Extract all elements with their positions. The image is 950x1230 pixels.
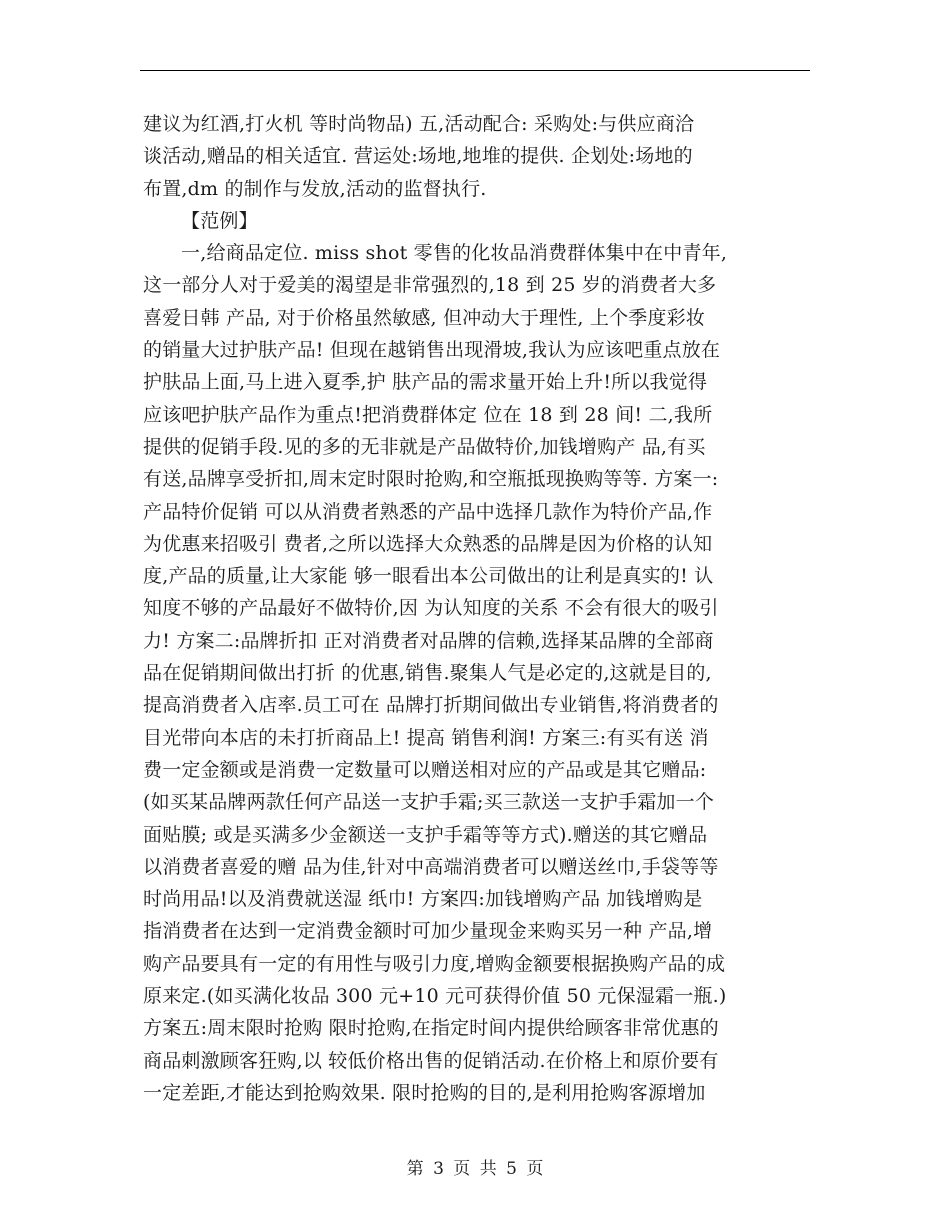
text-line: 度,产品的质量,让大家能 够一眼看出本公司做出的让利是真实的! 认 [143,565,714,588]
text-line: 这一部分人对于爱美的渴望是非常强烈的,18 到 25 岁的消费者大多 [143,274,717,297]
text-line: 提供的促销手段.见的多的无非就是产品做特价,加钱增购产 品,有买 [143,435,706,458]
text-line: 有送,品牌享受折扣,周末定时限时抢购,和空瓶抵现换购等等. 方案一: [143,468,719,491]
text-line: 以消费者喜爱的赠 品为佳,针对中高端消费者可以赠送丝巾,手袋等等 [143,855,719,878]
text-line: 提高消费者入店率.员工可在 品牌打折期间做出专业销售,将消费者的 [143,694,719,717]
text-line: 谈活动,赠品的相关适宜. 营运处:场地,地堆的提供. 企划处:场地的 [143,145,693,168]
text-line: 护肤品上面,马上进入夏季,护 肤产品的需求量开始上升!所以我觉得 [143,371,708,394]
text-line: 应该吧护肤产品作为重点!把消费群体定 位在 18 到 28 间! 二,我所 [143,403,713,426]
document-body [143,108,811,1109]
text-line: 原来定.(如买满化妆品 300 元+10 元可获得价值 50 元保湿霜一瓶.) [143,985,727,1008]
header-rule [140,70,810,71]
text-line: 建议为红酒,打火机 等时尚物品) 五,活动配合: 采购处:与供应商洽 [143,113,695,135]
text-line: 目光带向本店的未打折商品上! 提高 销售利润! 方案三:有买有送 消 [143,726,709,749]
text-line: 方案五:周末限时抢购 限时抢购,在指定时间内提供给顾客非常优惠的 [143,1017,719,1040]
text-line: 喜爱日韩 产品, 对于价格虽然敏感, 但冲动大于理性, 上个季度彩妆 [143,306,706,329]
text-line: 知度不够的产品最好不做特价,因 为认知度的关系 不会有很大的吸引 [143,597,719,620]
text-line: 为优惠来招吸引 费者,之所以选择大众熟悉的品牌是因为价格的认知 [143,532,713,555]
paragraph-start-line: 一,给商品定位. miss shot 零售的化妆品消费群体集中在中青年, [181,242,728,265]
page-number-footer: 第 3 页 共 5 页 [406,1159,544,1179]
text-line: 指消费者在达到一定消费金额时可加少量现金来购买另一种 产品,增 [143,920,713,943]
text-line: 时尚用品!以及消费就送湿 纸巾! 方案四:加钱增购产品 加钱增购是 [143,888,703,911]
text-line: 力! 方案二:品牌折扣 正对消费者对品牌的信赖,选择某品牌的全部商 [143,629,714,652]
text-line: 品在促销期间做出打折 的优惠,销售.聚集人气是必定的,这就是目的, [143,662,712,685]
text-line: 面贴膜; 或是买满多少金额送一支护手霜等等方式).赠送的其它赠品 [143,823,708,846]
text-line: 产品特价促销 可以从消费者熟悉的产品中选择几款作为特价产品,作 [143,500,713,523]
text-line: 费一定金额或是消费一定数量可以赠送相对应的产品或是其它赠品: [143,758,707,781]
section-heading: 【范例】 [181,209,258,232]
text-line: 购产品要具有一定的有用性与吸引力度,增购金额要根据换购产品的成 [143,952,726,975]
text-line: 的销量大过护肤产品! 但现在越销售出现滑坡,我认为应该吧重点放在 [143,339,721,362]
text-line: 布置,dm 的制作与发放,活动的监督执行. [143,177,487,200]
text-line: 一定差距,才能达到抢购效果. 限时抢购的目的,是利用抢购客源增加 [143,1081,706,1104]
text-line: (如买某品牌两款任何产品送一支护手霜;买三款送一支护手霜加一个 [143,791,715,814]
text-line: 商品刺激顾客狂购,以 较低价格出售的促销活动.在价格上和原价要有 [143,1049,719,1072]
